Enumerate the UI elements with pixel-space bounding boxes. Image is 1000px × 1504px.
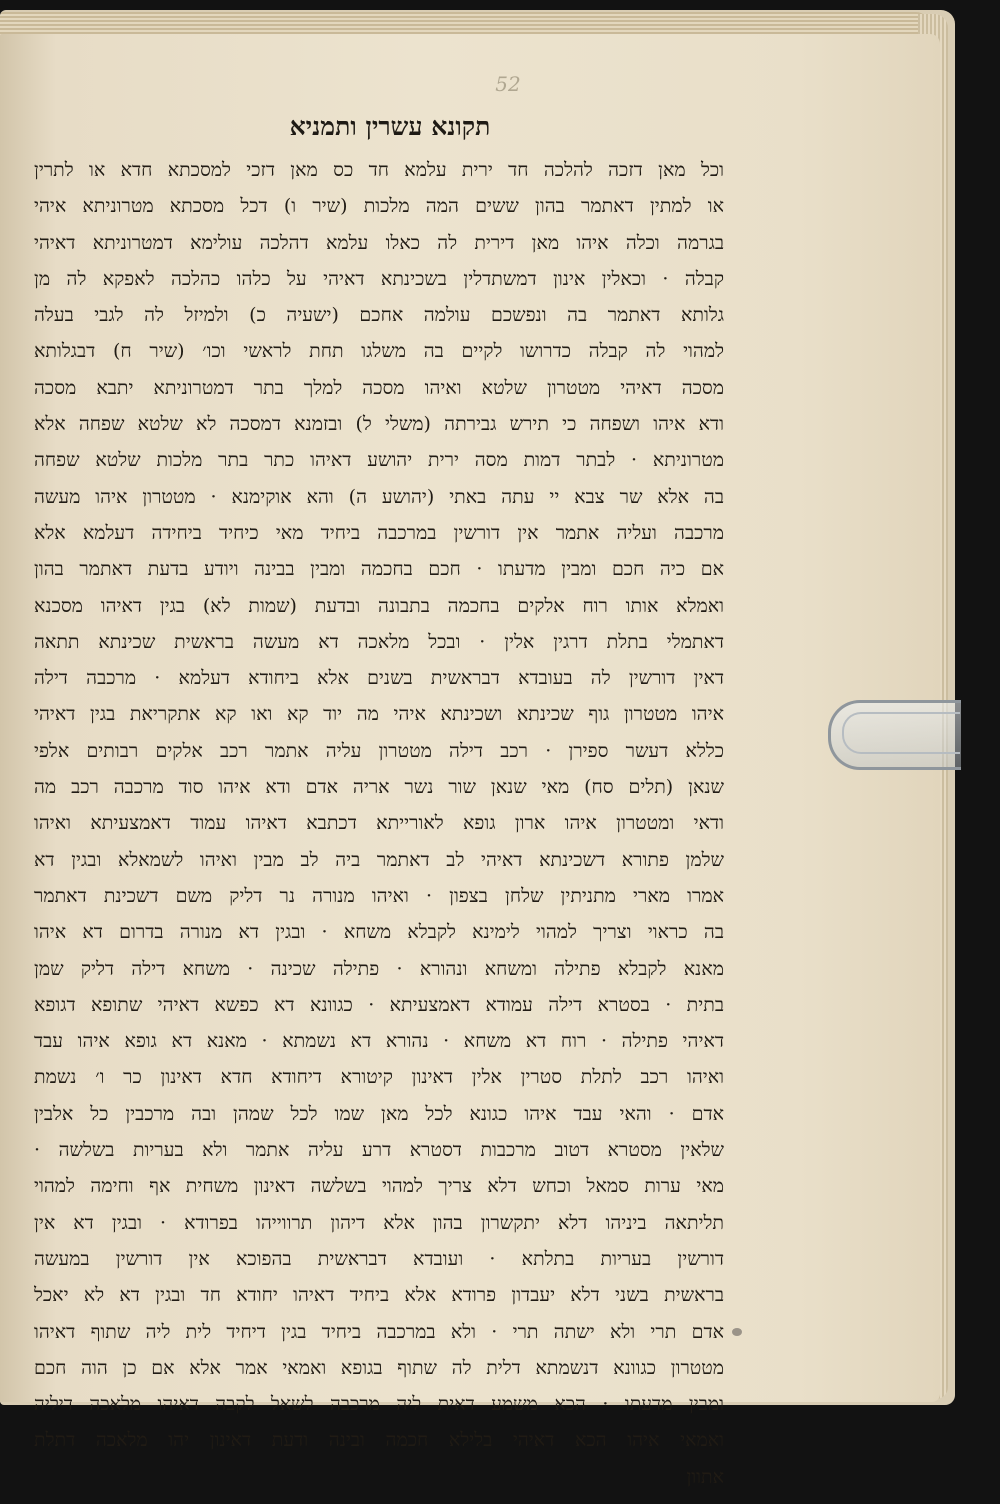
text-line: ודא איהו ושפחה כי תירש גבירתה (משלי ל) ובזמנא דמסכה לא שלטא שפחה אלא [34, 413, 724, 436]
text-line: שלמן פתורא דשכינתא דאיהי לב דאתמר ביה לב מבין ואיהו לשמאלא ובגין דא [34, 848, 724, 871]
text-line: שלאין מסטרא דטוב מרכבות דסטרא דרע עליה אתמר ולא בעריות בשלשה · [34, 1139, 724, 1162]
text-line: אתוון [686, 1465, 724, 1488]
text-line: אמרו מארי מתניתין שלחן בצפון · ואיהו מנורה נר דליק משם דשכינת דאתמר [34, 884, 724, 907]
text-line: גלותא דאתמר בה ונפשכם עולמה אחכם (ישעיה כ) ולמיזל לה לגבי בעלה [34, 304, 724, 327]
text-line: שנאן (תלים סח) מאי שנאן שור נשר אריה אדם ודא איהו סוד מרכבה רכב מה [34, 776, 724, 799]
running-head: תקונא עשרין ותמניא [289, 112, 491, 141]
text-line: בה כראוי וצריך למהוי לימינא לקבלא משחא · ובגין דא מנורה בדרום דא איהו [34, 921, 724, 944]
text-line: למהוי לה קבלה כדרושו לקיים בה משלגו תחת לראשי וכו׳ (שיר ח) דבגלותא [34, 340, 724, 363]
text-line: דאתמלי בתלת דרגין אלין · ובכל מלאכה דא מעשה בראשית שכינתא תתאה [34, 630, 724, 653]
text-line: ואיהו רכב לתלת סטרין אלין דאינון קיטורא דיחודא חדא דאינון כר ו׳ נשמת [34, 1066, 724, 1089]
text-line: איהו מטטרון גוף שכינתא ושכינתא איהי מה יוד קא ואו קא אתקריאת בגין דאיהי [34, 703, 724, 726]
paper-clip-inner-loop [842, 712, 960, 754]
text-line: בתית · בסטרא דילה עמודא דאמצעיתא · כגוונא דא כפשא דאיהי שתופא דגופא [34, 993, 724, 1016]
text-line: אדם תרי ולא ישתה תרי · ולא במרכבה ביחיד בגין דיחיד לית ליה שתוף דאיהו [34, 1320, 724, 1343]
text-line: תליתאה ביניהו דלא יתקשרון בהון אלא דיהון תרווייהו בפרודא · ובגין דא אין [34, 1211, 724, 1234]
text-line: ואמאי איהו הכא דאיהי בלילא חכמה ובינה ודעת דאינון יהו מלאכה דתלת [34, 1429, 724, 1452]
text-line: מסכה דאיהי מטטרון שלטא ואיהו מסכה למלך בתר דמטרוניתא יתבא מסכה [34, 376, 724, 399]
text-line: מאי ערות סמאל וכחש דלא צריך למהוי בשלשה דאינון משחית אף וחימה למהוי [34, 1175, 724, 1198]
text-line: דאיהי פתילה · רוח דא משחא · נהורא דא נשמתא · מאנא דא גופא איהו עבד [34, 1030, 724, 1053]
text-line: מטרוניתא · לבתר דמות מסה ירית יהושע דאיהו כתר בתר מלכות שלטא שפחה [34, 449, 724, 472]
folio-number: 52 [495, 72, 521, 96]
text-line: וכל מאן דזכה להלכה חד ירית עלמא חד כס מאן דזכי למסכתא חדא או לתרין [34, 159, 724, 181]
text-line: ואמלא אותו רוח אלקים בחכמה בתבונה ובדעת (שמות לא) בגין דאיהו מסכנא [34, 594, 724, 617]
text-line: קבלה · וכאלין אינון דמשתדלין בשכינתא דאיהי על כלהו כהלכה לאפקא לה מן [34, 267, 724, 290]
text-line: דאין דורשין לה בעובדא דבראשית בשנים אלא ביחודא דעלמא · מרכבה דילה [34, 667, 724, 690]
text-line: מרכבה ועליה אתמר אין דורשין במרכבה ביחיד מאי כיחיד ביחידה דעלמא אלא [34, 521, 724, 544]
text-line: מטטרון כגוונא דנשמתא דלית לה שתוף בגופא ואמאי אמר אלא אם כן הוה חכם [34, 1356, 724, 1379]
text-line: אם כיה חכם ומבין מדעתו · חכם בחכמה ומבין בבינה ויודע בדעת דאתמר בהון [34, 558, 724, 581]
text-line: ומבין מדעתו · הכא משמע דאית ליה מרכבה לשאל לקבה דאיהו מלאכה דיליה [34, 1393, 724, 1416]
text-line: מאנא לקבלא פתילה ומשחא ונהורא · פתילה שכינה · משחא דילה דליק שמן [34, 957, 724, 980]
text-line: בראשית בשני דלא יעבדון פרודא אלא ביחיד דאיהו יחודא חד ובגין דא לא יאכל [34, 1284, 724, 1307]
text-line: ודאי ומטטרון איהו ארון גופא לאורייתא דכתבא דאיהו עמוד דאמצעיתא ואיהו [34, 812, 724, 835]
hebrew-text-block [34, 152, 724, 1495]
paper-speck [732, 1328, 742, 1336]
text-line: אדם · והאי עבד איהו כגונא לכל מאן שמו לכל שמהן ובה מרכבין כל אלבין [34, 1102, 724, 1125]
text-line: בגרמה וכלה איהו מאן דירית לה כאלו עלמא דהלכה עולימא דמטרוניתא דאיהי [34, 231, 724, 254]
text-line: בה אלא שר צבא יי עתה באתי (יהושע ה) והא אוקימנא · מטטרון איהו מעשה [34, 485, 724, 508]
text-line: כללא דעשר ספירן · רכב דילה מטטרון עליה אתמר רכב אלקים רבותים אלפי [34, 739, 724, 762]
text-line: או למתין דאתמר בהון ששים המה מלכות (שיר ו) דכל מסכתא מטרוניתא איהי [34, 195, 724, 218]
text-line: דורשין בעריות בתלתא · ועובדא דבראשית בהפוכא אין דורשין במעשה [34, 1247, 724, 1270]
